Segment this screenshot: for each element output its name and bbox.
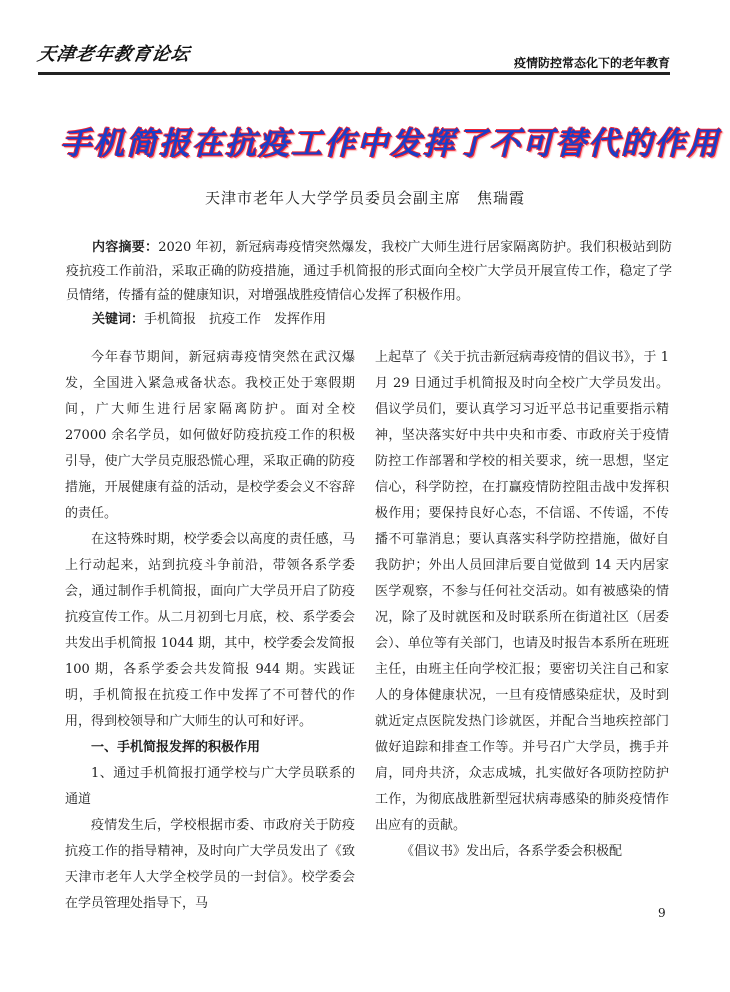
page-header bbox=[35, 40, 670, 72]
subsection-heading: 1、通过手机简报打通学校与广大学员联系的通道 bbox=[65, 766, 355, 807]
body-column-left bbox=[65, 345, 355, 917]
section-heading: 一、手机简报发挥的积极作用 bbox=[91, 740, 261, 755]
abstract-label: 内容摘要： bbox=[92, 240, 159, 255]
body-column-right bbox=[375, 345, 669, 865]
abstract-block bbox=[66, 236, 672, 332]
keywords-text: 手机简报 抗疫工作 发挥作用 bbox=[144, 312, 327, 327]
body-paragraph: 在这特殊时期，校学委会以高度的责任感，马上行动起来，站到抗疫斗争前沿，带领各系学委会，通过制作手机简报，面向广大学员开启了防疫抗疫宣传工作。从二月初到七月底，校、系学委会共发出手机简报 1044 期，其中，校学委会发简报 100 期，各系学委会共发简报 944 期。实践证明，手机简报在抗疫工作中发挥了不可替代的作用，得到校领导和广大师生的认可和好评。 bbox=[65, 532, 355, 729]
page-number: 9 bbox=[658, 906, 666, 920]
body-paragraph: 上起草了《关于抗击新冠病毒疫情的倡议书》，于 1 月 29 日通过手机简报及时向全校广大学员发出。倡议学员们，要认真学习习近平总书记重要指示精神，坚决落实好中共中央和市委、市政府关于疫情防控工作部署和学校的相关要求，统一思想，坚定信心，科学防控，在打赢疫情防控阻击战中发挥积极作用；要保持良好心态，不信谣、不传谣，不传播不可靠消息；要认真落实科学防控措施，做好自我防护；外出人员回津后要自觉做到 14 天内居家医学观察，不参与任何社交活动。如有被感染的情况，除了及时就医和及时联系所在街道社区（居委会）、单位等有关部门，也请及时报告本系所在班班主任，由班主任向学校汇报；要密切关注自己和家人的身体健康状况，一旦有疫情感染症状，及时到就近定点医院发热门诊就医，并配合当地疾控部门做好追踪和排查工作等。并号召广大学员，携手并肩，同舟共济，众志成城，扎实做好各项防控防护工作，为彻底战胜新型冠状病毒感染的肺炎疫情作出应有的贡献。 bbox=[375, 350, 669, 833]
keywords-line bbox=[66, 308, 672, 332]
keywords-label: 关键词： bbox=[92, 312, 145, 327]
article-author: 天津市老年人大学学员委员会副主席 焦瑞霞 bbox=[204, 189, 525, 207]
journal-logo: 天津老年教育论坛 bbox=[35, 44, 192, 65]
section-label: 疫情防控常态化下的老年教育 bbox=[513, 56, 670, 70]
body-paragraph: 今年春节期间，新冠病毒疫情突然在武汉爆发，全国进入紧急戒备状态。我校正处于寒假期间，广大师生进行居家隔离防护。面对全校 27000 余名学员，如何做好防疫抗疫工作的积极引导，使广大学员克服恐慌心理，采取正确的防疫措施，开展健康有益的活动，是校学委会义不容辞的责任。 bbox=[65, 350, 355, 521]
body-paragraph: 疫情发生后，学校根据市委、市政府关于防疫抗疫工作的指导精神，及时向广大学员发出了《致天津市老年人大学全校学员的一封信》。校学委会在学员管理处指导下，马 bbox=[65, 818, 355, 911]
abstract-text: 2020 年初，新冠病毒疫情突然爆发，我校广大师生进行居家隔离防护。我们积极站到防疫抗疫工作前沿，采取正确的防疫措施，通过手机简报的形式面向全校广大学员开展宣传工作，稳定了学员情绪，传播有益的健康知识，对增强战胜疫情信心发挥了积极作用。 bbox=[66, 240, 672, 303]
abstract-paragraph bbox=[66, 236, 672, 308]
article-title: 手机简报在抗疫工作中发挥了不可替代的作用 bbox=[60, 126, 720, 162]
header-divider bbox=[38, 72, 670, 75]
body-paragraph: 《倡议书》发出后，各系学委会积极配 bbox=[401, 844, 623, 859]
